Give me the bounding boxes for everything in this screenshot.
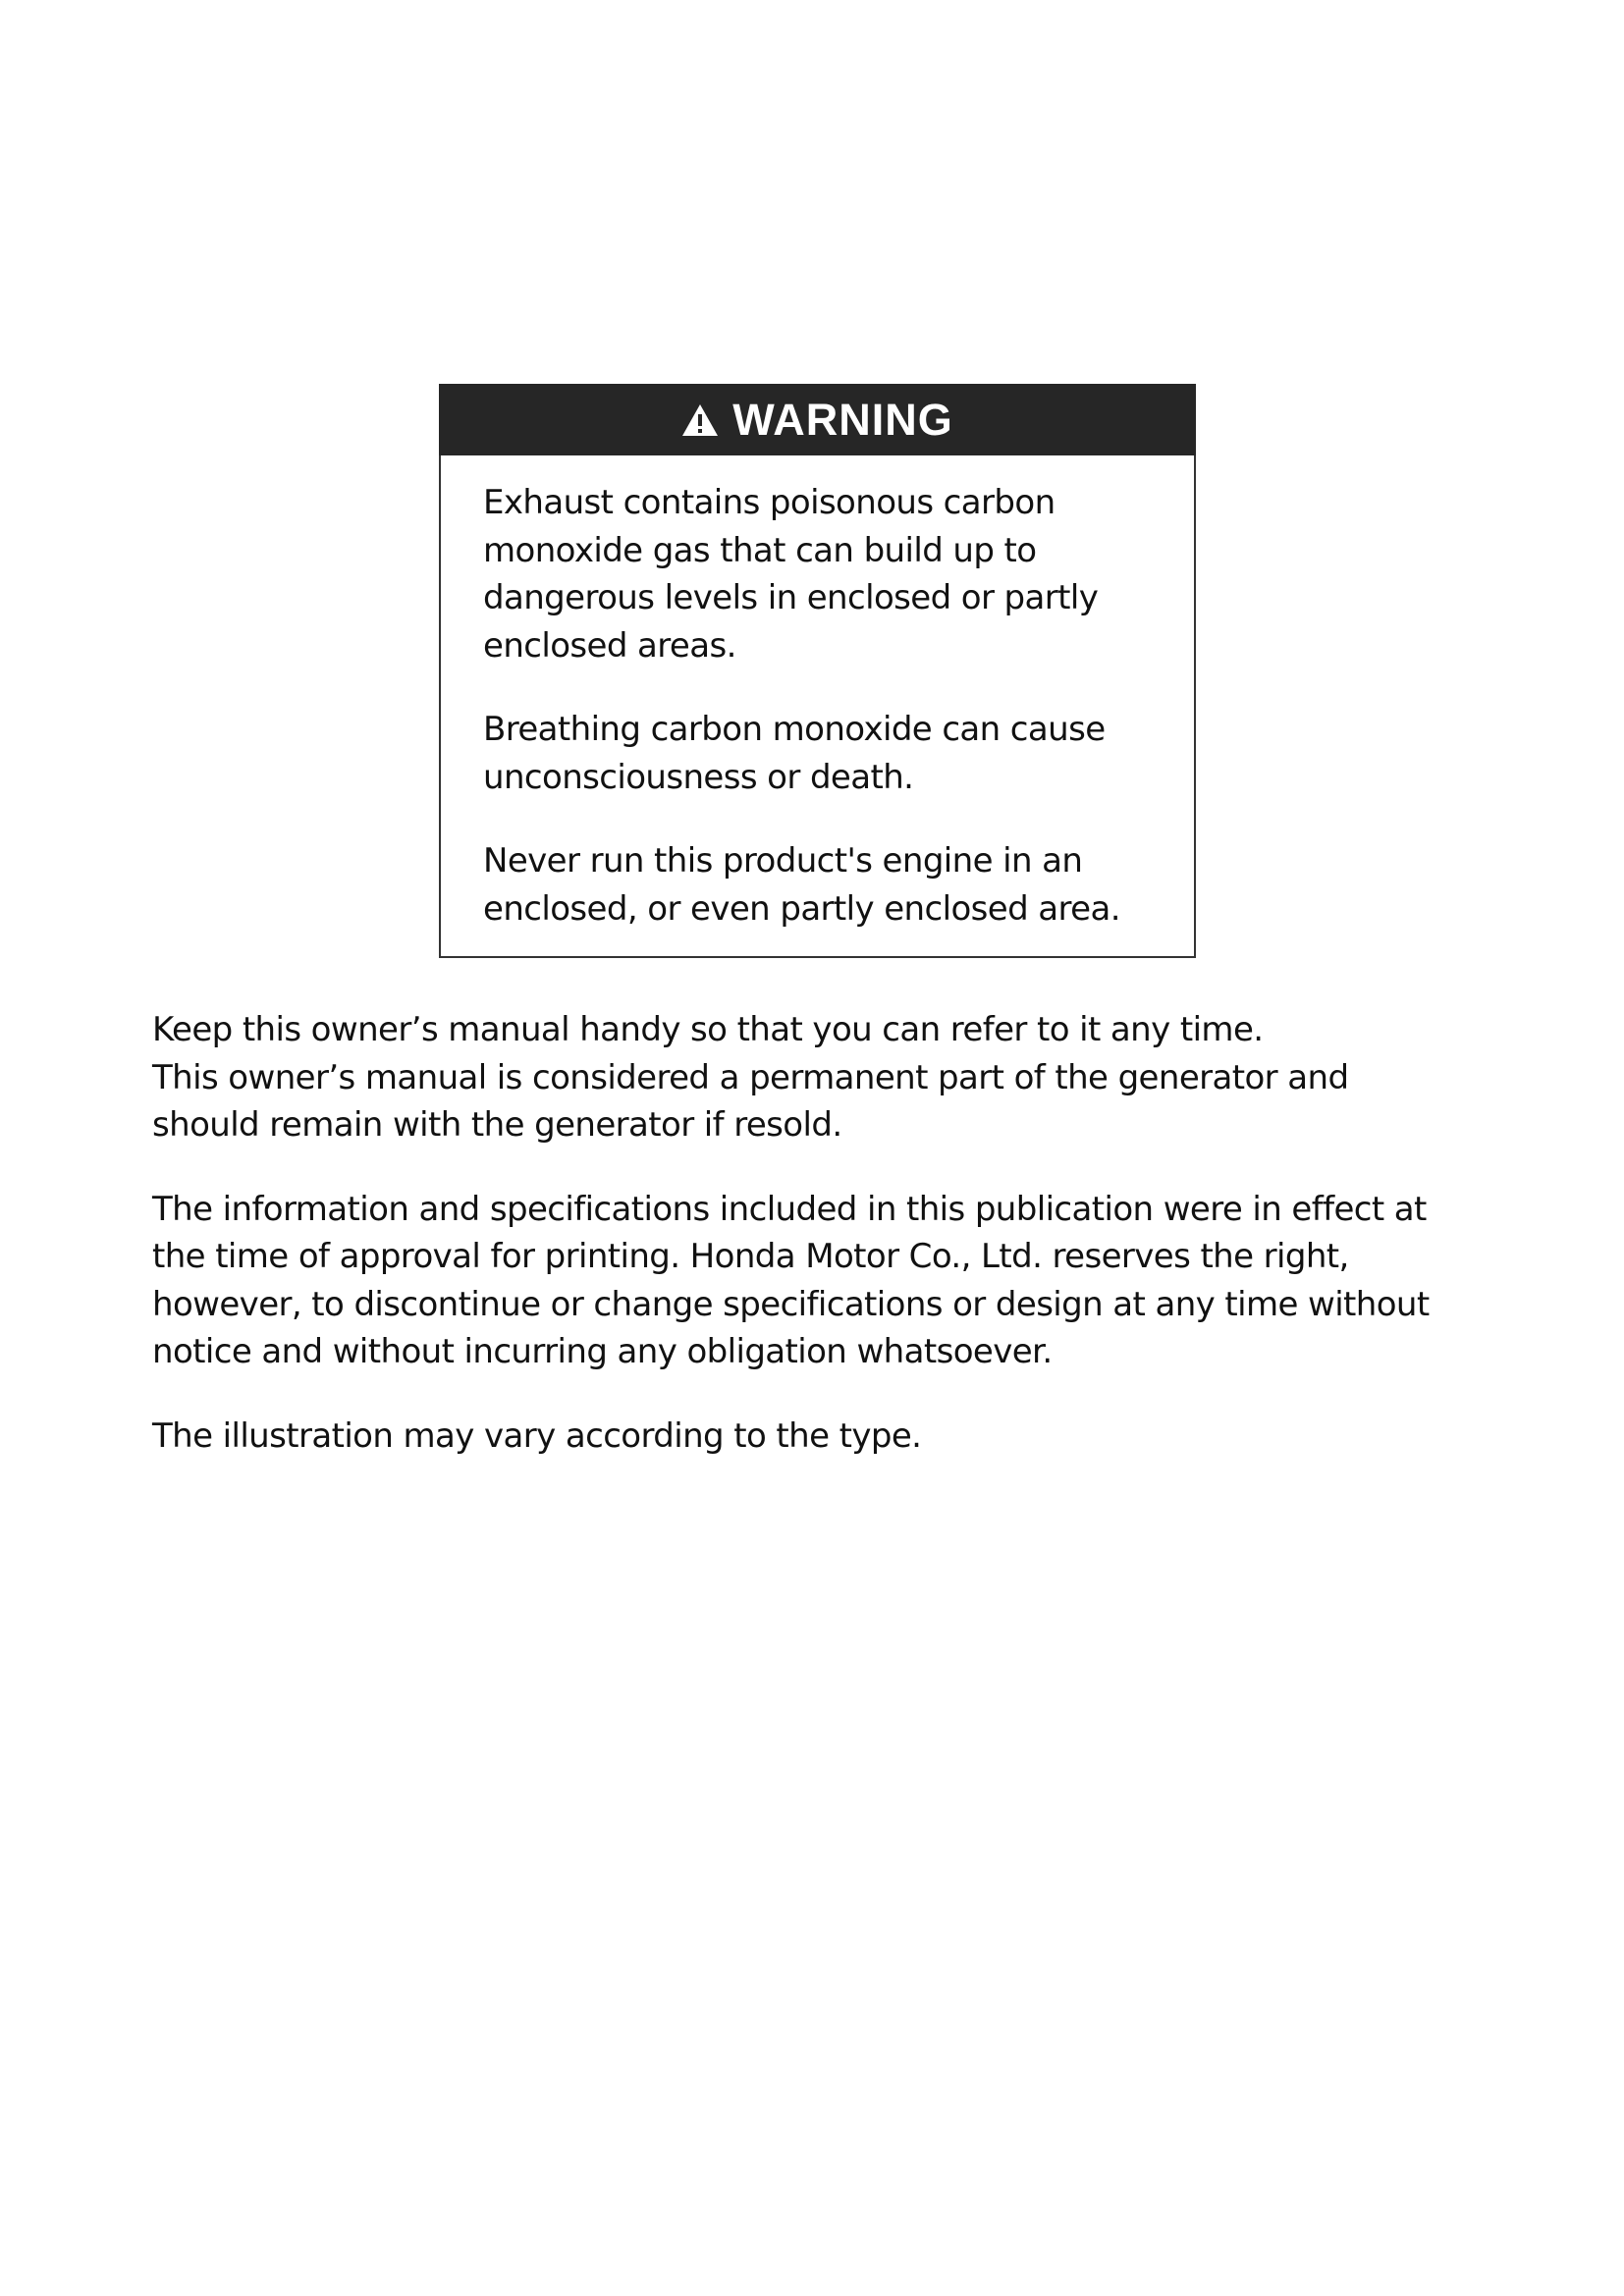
text-line: notice and without incurring any obligation whatsoever.: [152, 1332, 1053, 1371]
text-line: This owner’s manual is considered a permanent part of the generator and: [152, 1057, 1349, 1097]
warning-paragraph-breathing: [483, 706, 1164, 801]
warning-title: WARNING: [732, 395, 953, 445]
warning-box: [439, 384, 1196, 958]
text-line: Breathing carbon monoxide can cause: [483, 710, 1106, 749]
paragraph-keep-manual: [152, 1006, 1527, 1149]
warning-triangle-icon: [681, 403, 719, 437]
text-line: Never run this product's engine in an: [483, 841, 1083, 881]
text-line: the time of approval for printing. Honda Motor Co., Ltd. reserves the right,: [152, 1237, 1349, 1276]
text-line: should remain with the generator if resold.: [152, 1105, 842, 1145]
text-line: The information and specifications included in this publication were in effect at: [152, 1189, 1427, 1229]
text-line: Keep this owner’s manual handy so that you can refer to it any time.: [152, 1010, 1264, 1049]
warning-body: [441, 455, 1194, 933]
warning-paragraph-never-run: [483, 837, 1164, 933]
text-line: unconsciousness or death.: [483, 757, 914, 797]
text-line: Exhaust contains poisonous carbon: [483, 483, 1056, 522]
main-text: [152, 1006, 1527, 1496]
text-line: however, to discontinue or change specifications or design at any time without: [152, 1284, 1430, 1324]
warning-paragraph-exhaust: [483, 479, 1164, 669]
warning-header: [439, 384, 1196, 455]
text-line: dangerous levels in enclosed or partly: [483, 578, 1099, 617]
paragraph-illustration: [152, 1413, 1527, 1461]
text-line: monoxide gas that can build up to: [483, 530, 1037, 570]
text-line: enclosed areas.: [483, 625, 736, 666]
text-line: enclosed, or even partly enclosed area.: [483, 888, 1120, 929]
text-line: The illustration may vary according to the type.: [152, 1415, 922, 1456]
paragraph-specifications: [152, 1186, 1527, 1376]
